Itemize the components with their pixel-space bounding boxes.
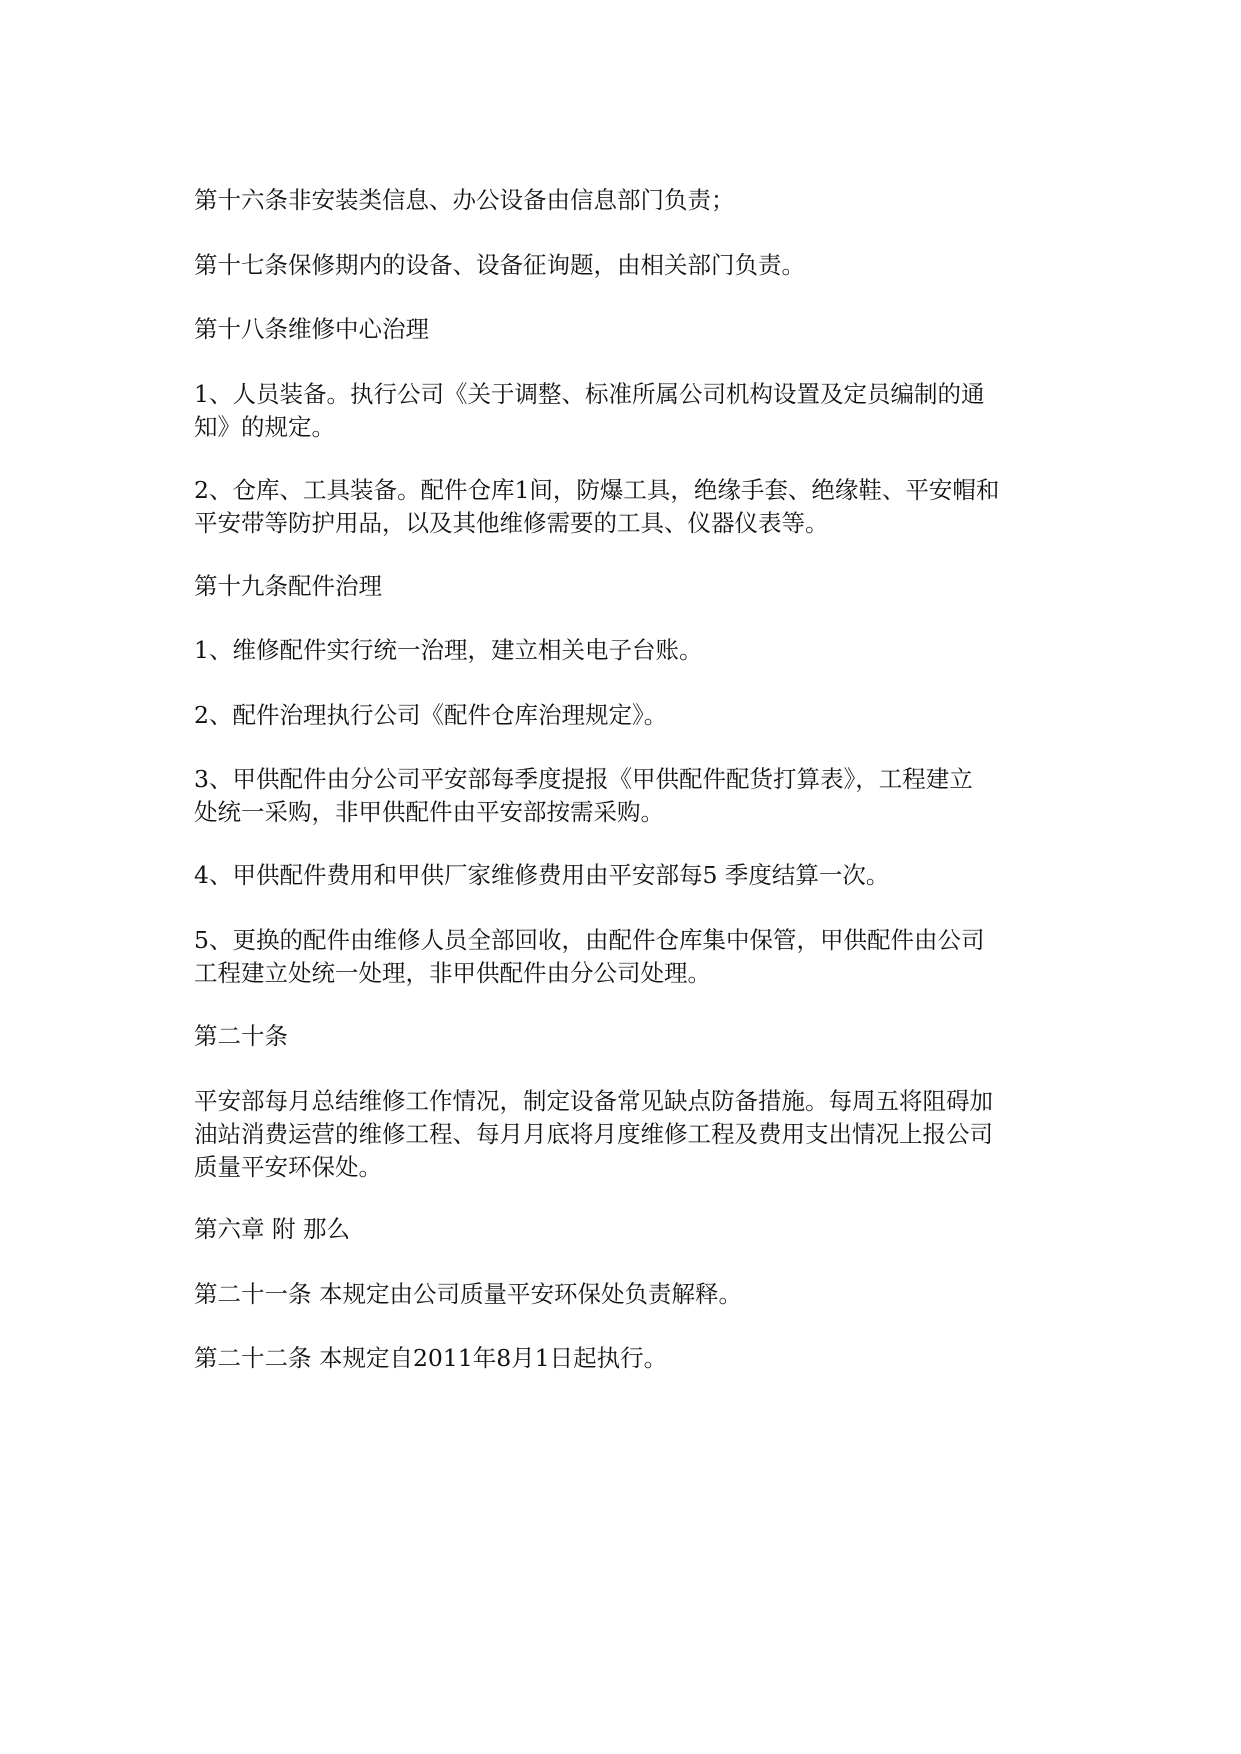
article-18-heading: [194, 313, 1054, 346]
text-line: 油站消费运营的维修工程、每月月底将月度维修工程及费用支出情况上报公司: [194, 1120, 993, 1148]
article-16: [194, 184, 1054, 217]
chapter-6-heading: [194, 1213, 1054, 1246]
text-line: 质量平安环保处。: [194, 1153, 382, 1181]
text-line: 处统一采购，非甲供配件由平安部按需采购。: [194, 798, 664, 826]
text-line: 平安部每月总结维修工作情况，制定设备常见缺点防备措施。每周五将阻碍加: [194, 1087, 993, 1115]
text-line: 第十八条维修中心治理: [194, 315, 429, 343]
text-line: 知》的规定。: [194, 413, 335, 441]
text-line: 1、人员装备。执行公司《关于调整、标准所属公司机构设置及定员编制的通: [194, 380, 985, 408]
article-20-body: [194, 1085, 1054, 1184]
text-line: 第十九条配件治理: [194, 572, 382, 600]
article-20-heading: [194, 1020, 1054, 1053]
text-line: 5、更换的配件由维修人员全部回收，由配件仓库集中保管，甲供配件由公司: [194, 926, 985, 954]
text-line: 第二十一条 本规定由公司质量平安环保处负责解释。: [194, 1280, 742, 1308]
text-line: 第六章 附 那么: [194, 1215, 350, 1243]
article-19-heading: [194, 570, 1054, 603]
text-line: 工程建立处统一处理，非甲供配件由分公司处理。: [194, 959, 711, 987]
text-line: 2、仓库、工具装备。配件仓库1间，防爆工具，绝缘手套、绝缘鞋、平安帽和: [194, 476, 1000, 504]
text-line: 第二十条: [194, 1022, 288, 1050]
item-personnel: [194, 378, 1054, 444]
text-line: 平安带等防护用品，以及其他维修需要的工具、仪器仪表等。: [194, 509, 829, 537]
article-21: [194, 1278, 1054, 1311]
article-17: [194, 249, 1054, 282]
text-line: 4、甲供配件费用和甲供厂家维修费用由平安部每5 季度结算一次。: [194, 861, 890, 889]
item-warehouse-tools: [194, 474, 1054, 540]
text-line: 1、维修配件实行统一治理，建立相关电子台账。: [194, 636, 703, 664]
item-recovery: [194, 924, 1054, 990]
article-22: [194, 1342, 1054, 1375]
item-settlement: [194, 859, 1054, 892]
item-unified-management: [194, 634, 1054, 667]
text-line: 3、甲供配件由分公司平安部每季度提报《甲供配件配货打算表》，工程建立: [194, 765, 973, 793]
text-line: 第十七条保修期内的设备、设备征询题，由相关部门负责。: [194, 251, 805, 279]
text-line: 第十六条非安装类信息、办公设备由信息部门负责；: [194, 186, 735, 214]
text-line: 第二十二条 本规定自2011年8月1日起执行。: [194, 1344, 668, 1372]
item-procurement: [194, 763, 1054, 829]
item-warehouse-rules: [194, 699, 1054, 732]
text-line: 2、配件治理执行公司《配件仓库治理规定》。: [194, 701, 668, 729]
